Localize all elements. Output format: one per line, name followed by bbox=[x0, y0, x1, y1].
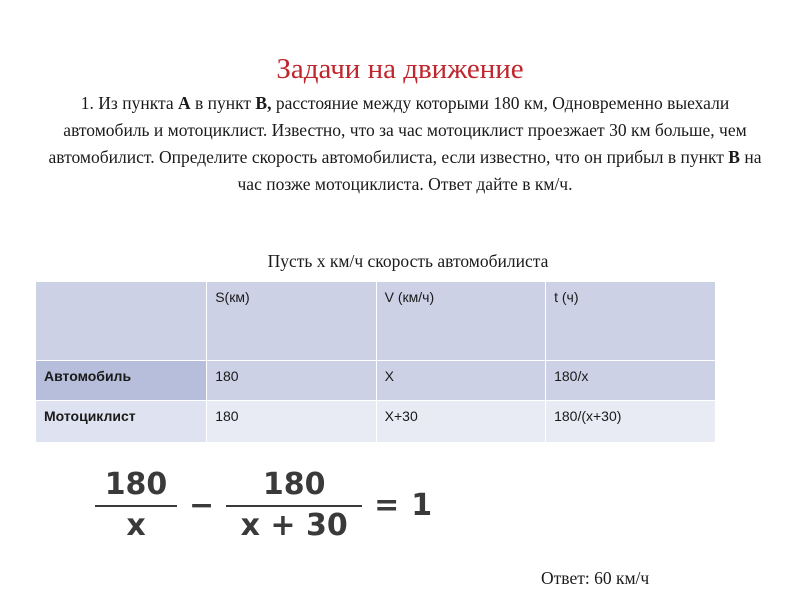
fraction-bar bbox=[226, 505, 362, 507]
point-a-label: А bbox=[177, 93, 191, 113]
minus-sign: − bbox=[189, 488, 215, 523]
fraction-2 bbox=[226, 467, 362, 543]
slide-title: Задачи на движение bbox=[276, 53, 524, 85]
problem-statement bbox=[40, 90, 770, 198]
fraction-bar bbox=[95, 505, 177, 507]
table-cell: X+30 bbox=[376, 401, 545, 443]
point-b-label-2: В bbox=[728, 147, 740, 167]
table-row-label: Мотоциклист bbox=[36, 401, 207, 443]
equals-sign: = bbox=[374, 488, 400, 523]
let-statement: Пусть х км/ч скорость автомобилиста bbox=[267, 251, 549, 271]
table-header-cell: V (км/ч) bbox=[376, 282, 545, 361]
table-cell: 180 bbox=[207, 361, 376, 401]
table-row bbox=[36, 361, 716, 401]
fraction-denominator: x + 30 bbox=[240, 508, 348, 543]
problem-text-1: 1. Из пункта bbox=[80, 93, 178, 113]
problem-text-3: расстояние между которыми 180 км, Одновременно выехали автомобиль и мотоциклист. Известно, что за час мотоциклист проезжает 30 км больше, чем автомобилист. Определите скорость автомобилиста, если известно, что он прибыл в пункт bbox=[48, 93, 747, 167]
fraction-denominator: x bbox=[126, 508, 146, 543]
data-table bbox=[35, 281, 716, 443]
equation bbox=[95, 467, 433, 543]
table-header-cell: S(км) bbox=[207, 282, 376, 361]
fraction-1 bbox=[95, 467, 177, 543]
problem-text-4: на час позже мотоциклиста. Ответ дайте в км/ч. bbox=[237, 147, 762, 194]
table-cell: X bbox=[376, 361, 545, 401]
table-cell: 180 bbox=[207, 401, 376, 443]
table-header-cell: t (ч) bbox=[546, 282, 716, 361]
equation-rhs: 1 bbox=[411, 488, 433, 523]
point-b-label: В, bbox=[255, 93, 272, 113]
problem-text-2: в пункт bbox=[190, 93, 256, 113]
table-cell: 180/x bbox=[546, 361, 716, 401]
fraction-numerator: 180 bbox=[262, 467, 326, 502]
fraction-numerator: 180 bbox=[104, 467, 168, 502]
answer: Ответ: 60 км/ч bbox=[541, 568, 650, 588]
table-header-row bbox=[36, 282, 716, 361]
table-cell: 180/(x+30) bbox=[546, 401, 716, 443]
table-header-cell bbox=[36, 282, 207, 361]
table-row-label: Автомобиль bbox=[36, 361, 207, 401]
table-row bbox=[36, 401, 716, 443]
